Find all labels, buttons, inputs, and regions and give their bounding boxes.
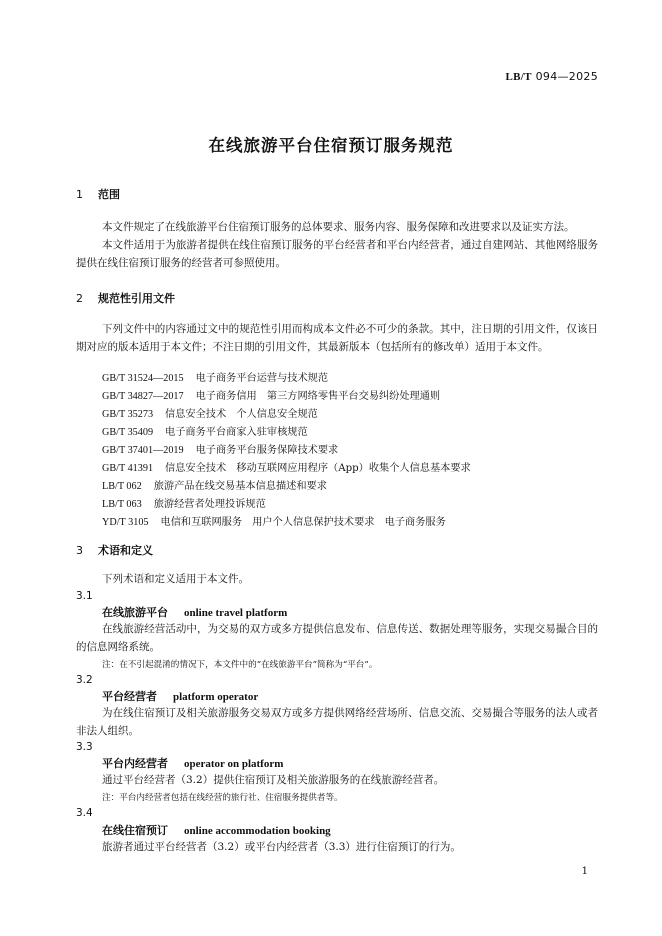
term-number: 3.2 [76, 674, 93, 686]
paragraph: 下列术语和定义适用于本文件。 [102, 573, 249, 585]
term-heading [102, 688, 258, 704]
reference-title: 旅游经营者处理投诉规范 [153, 499, 266, 510]
term-zh: 在线住宿预订 [102, 824, 168, 837]
term-en: operator on platform [184, 758, 284, 770]
section-title: 术语和定义 [98, 544, 153, 557]
section-number: 3 [76, 544, 83, 557]
section-number: 2 [76, 292, 83, 305]
reference-code: GB/T 34827—2017 [102, 391, 184, 402]
document-title: 在线旅游平台住宿预订服务规范 [208, 136, 454, 155]
paragraph: 下列文件中的内容通过文中的规范性引用而构成本文件必不可少的条款。其中，注日期的引用文件，仅该日期对应的版本适用于本文件；不注日期的引用文件，其最新版本（包括所有的修改单）适用于本文件。 [76, 323, 598, 353]
page-number: 1 [581, 866, 588, 877]
section-heading-normative-references [76, 290, 175, 306]
term-definition: 为在线住宿预订及相关旅游服务交易双方或多方提供网络经营场所、信息交流、交易撮合等服务的法人或者非法人组织。 [76, 707, 598, 737]
reference-item [102, 442, 338, 460]
term-en: platform operator [173, 691, 259, 703]
reference-item [102, 424, 308, 442]
reference-title: 旅游产品在线交易基本信息描述和要求 [153, 481, 327, 492]
reference-title: 信息安全技术 移动互联网应用程序（App）收集个人信息基本要求 [165, 463, 471, 474]
term-en: online travel platform [184, 607, 288, 619]
term-definition: 通过平台经营者（3.2）提供住宿预订及相关旅游服务的在线旅游经营者。 [102, 774, 445, 786]
term-zh: 平台经营者 [102, 690, 157, 703]
term-heading [102, 755, 283, 771]
reference-code: LB/T 063 [102, 499, 142, 510]
term-definition: 旅游者通过平台经营者（3.2）或平台内经营者（3.3）进行住宿预订的行为。 [102, 841, 461, 853]
reference-code: GB/T 31524—2015 [102, 373, 184, 384]
paragraph: 本文件适用于为旅游者提供在线住宿预订服务的平台经营者和平台内经营者，通过自建网站、其他网络服务提供在线住宿预订服务的经营者可参照使用。 [76, 239, 598, 269]
document-code-number: 094—2025 [531, 70, 598, 83]
section-title: 规范性引用文件 [98, 292, 175, 305]
section-number: 1 [76, 188, 83, 201]
reference-title: 信息安全技术 个人信息安全规范 [165, 409, 318, 420]
reference-code: LB/T 062 [102, 481, 142, 492]
reference-code: GB/T 41391 [102, 463, 154, 474]
reference-code: GB/T 35273 [102, 409, 154, 420]
term-heading [102, 604, 287, 620]
term-heading [102, 822, 331, 838]
document-code-prefix: LB/T [505, 71, 532, 83]
reference-item [102, 496, 266, 514]
reference-item [102, 514, 446, 532]
reference-title: 电子商务信用 第三方网络零售平台交易纠纷处理通则 [195, 391, 441, 402]
reference-title: 电子商务平台服务保障技术要求 [195, 445, 339, 456]
reference-item [102, 406, 318, 424]
reference-code: GB/T 37401—2019 [102, 445, 184, 456]
term-note: 注：平台内经营者包括在线经营的旅行社、住宿服务提供者等。 [102, 793, 343, 803]
reference-item [102, 370, 328, 388]
term-note: 注：在不引起混淆的情况下，本文件中的“在线旅游平台”简称为“平台”。 [102, 660, 378, 670]
reference-code: GB/T 35409 [102, 427, 154, 438]
reference-item [102, 478, 327, 496]
reference-item [102, 460, 471, 478]
reference-title: 电信和互联网服务 用户个人信息保护技术要求 电子商务服务 [160, 517, 446, 528]
term-zh: 平台内经营者 [102, 757, 168, 770]
reference-item [102, 388, 440, 406]
document-code [506, 70, 598, 83]
reference-title: 电子商务平台运营与技术规范 [195, 373, 329, 384]
section-title: 范围 [98, 188, 120, 201]
term-number: 3.1 [76, 590, 93, 602]
term-number: 3.4 [76, 807, 93, 819]
section-heading-terms-and-definitions [76, 542, 153, 558]
term-definition: 在线旅游经营活动中，为交易的双方或多方提供信息发布、信息传送、数据处理等服务，实现交易撮合目的的信息网络系统。 [76, 623, 598, 653]
section-heading-scope [76, 186, 120, 202]
reference-code: YD/T 3105 [102, 517, 149, 528]
term-zh: 在线旅游平台 [102, 606, 168, 619]
paragraph: 本文件规定了在线旅游平台住宿预订服务的总体要求、服务内容、服务保障和改进要求以及证实方法。 [102, 221, 575, 233]
term-number: 3.3 [76, 741, 93, 753]
reference-title: 电子商务平台商家入驻审核规范 [165, 427, 308, 438]
term-en: online accommodation booking [184, 825, 331, 837]
